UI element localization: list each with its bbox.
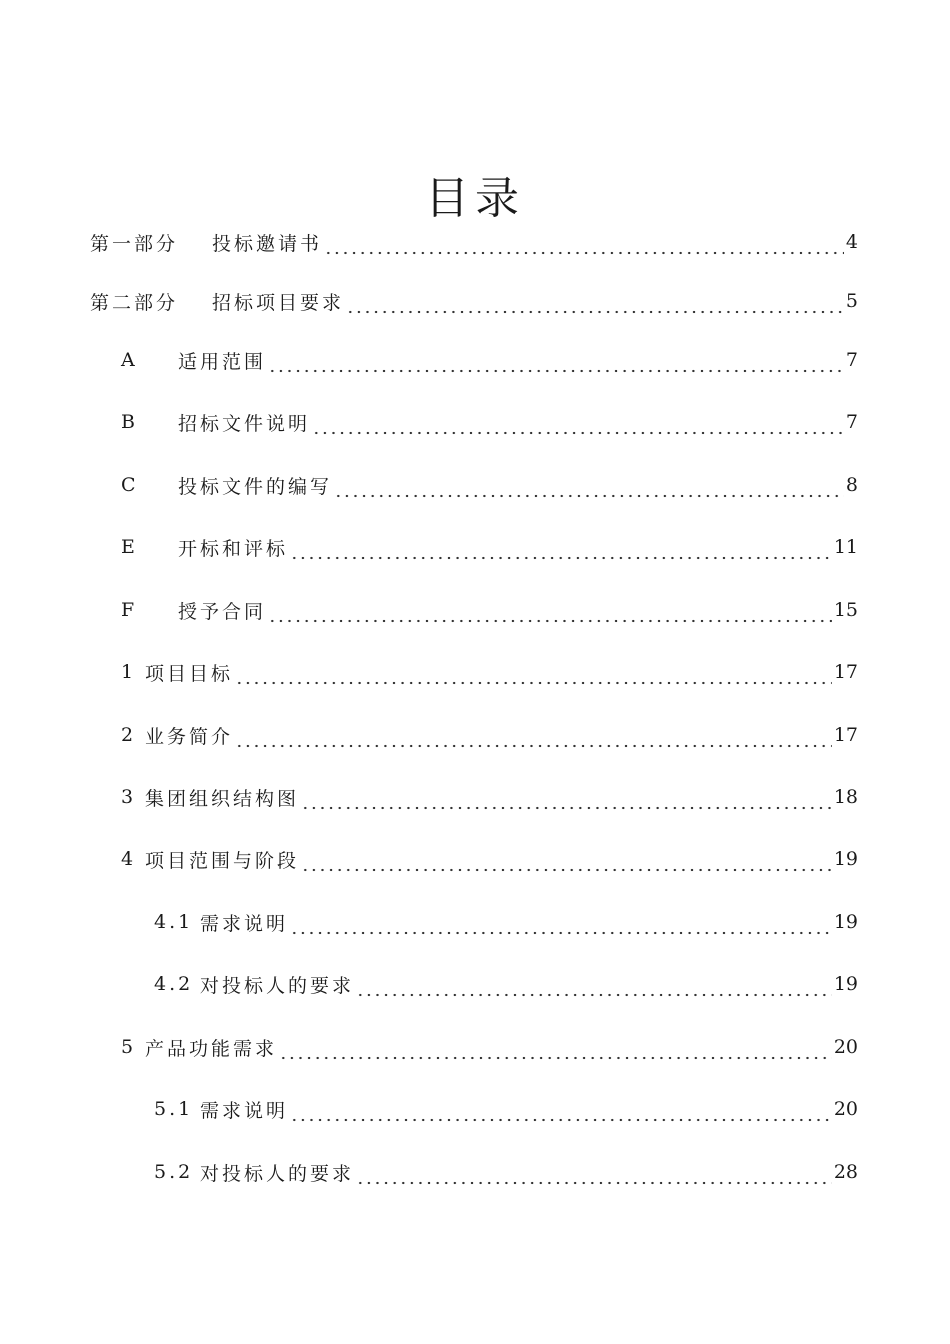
toc-entry-page: 5: [845, 290, 858, 312]
toc-entry-page: 28: [833, 1161, 858, 1183]
toc-entry[interactable]: [121, 641, 858, 703]
toc-dot-leader: [301, 791, 832, 811]
toc-entry-text: 投标文件的编写: [178, 475, 333, 498]
toc-entry-prefix: B: [121, 411, 138, 433]
toc-entry-prefix: C: [121, 474, 139, 496]
toc-entry-prefix: 5: [121, 1036, 137, 1058]
toc-entry-prefix: 4: [121, 848, 137, 870]
toc-dot-leader: [279, 1041, 832, 1061]
toc-entry-prefix: F: [121, 599, 138, 621]
toc-entry-page: 7: [845, 411, 858, 433]
toc-dot-leader: [290, 1103, 832, 1123]
toc-entry-text: 项目目标: [145, 662, 234, 685]
toc-entry-prefix: 4.2: [154, 973, 194, 995]
toc-entry[interactable]: [121, 329, 858, 391]
toc-entry-prefix: 第二部分: [90, 291, 179, 314]
toc-entry-page: 15: [833, 599, 858, 621]
toc-entry-text: 对投标人的要求: [200, 974, 355, 997]
toc-dot-leader: [312, 416, 844, 436]
toc-entry-page: 20: [833, 1036, 858, 1058]
toc-entry[interactable]: [121, 828, 858, 890]
toc-entry-page: 11: [833, 536, 858, 558]
toc-dot-leader: [301, 853, 832, 873]
toc-entry[interactable]: [154, 953, 858, 1015]
toc-entry-prefix: 5.1: [154, 1098, 194, 1120]
toc-entry-text: 适用范围: [178, 350, 267, 373]
toc-entry-page: 7: [845, 349, 858, 371]
toc-entry-text: 项目范围与阶段: [145, 849, 300, 872]
toc-dot-leader: [324, 236, 844, 256]
toc-entry[interactable]: [121, 704, 858, 766]
toc-dot-leader: [235, 666, 832, 686]
toc-entry-prefix: 3: [121, 786, 137, 808]
toc-entry-page: 8: [845, 474, 858, 496]
toc-entry-prefix: 第一部分: [90, 232, 179, 255]
toc-entry-prefix: 2: [121, 724, 137, 746]
toc-entry-text: 授予合同: [178, 600, 267, 623]
toc-dot-leader: [356, 978, 832, 998]
toc-entry-page: 20: [833, 1098, 858, 1120]
toc-entry-text: 开标和评标: [178, 537, 289, 560]
toc-entry[interactable]: [121, 454, 858, 516]
toc-dot-leader: [346, 295, 844, 315]
toc-entry[interactable]: [121, 579, 858, 641]
toc-entry[interactable]: [154, 1141, 858, 1203]
toc-dot-leader: [235, 729, 832, 749]
toc-entry[interactable]: [90, 211, 858, 273]
toc-entry-text: 需求说明: [200, 1099, 289, 1122]
toc-entry-page: 18: [833, 786, 858, 808]
toc-dot-leader: [356, 1166, 832, 1186]
toc-entry-page: 17: [833, 661, 858, 683]
toc-entry-text: 需求说明: [200, 912, 289, 935]
toc-dot-leader: [334, 479, 844, 499]
toc-entry-prefix: E: [121, 536, 138, 558]
toc-entry-text: 招标项目要求: [212, 291, 345, 314]
toc-entry-page: 19: [833, 848, 858, 870]
toc-dot-leader: [268, 604, 832, 624]
toc-entry[interactable]: [154, 891, 858, 953]
toc-entry-text: 集团组织结构图: [145, 787, 300, 810]
toc-entry[interactable]: [121, 1016, 858, 1078]
toc-entry[interactable]: [121, 766, 858, 828]
toc-dot-leader: [290, 541, 832, 561]
toc-entry-page: 17: [833, 724, 858, 746]
toc-title: 目录: [425, 173, 525, 225]
toc-entry-text: 招标文件说明: [178, 412, 311, 435]
toc-entry-page: 19: [833, 911, 858, 933]
toc-entry-text: 投标邀请书: [212, 232, 323, 255]
toc-entry-prefix: 4.1: [154, 911, 194, 933]
toc-entry-prefix: 1: [121, 661, 137, 683]
toc-entry-text: 业务简介: [145, 725, 234, 748]
toc-entry-text: 产品功能需求: [145, 1037, 278, 1060]
toc-dot-leader: [268, 354, 844, 374]
toc-entry-prefix: 5.2: [154, 1161, 194, 1183]
toc-entry-page: 4: [845, 231, 858, 253]
toc-entry[interactable]: [90, 270, 858, 332]
toc-entry-prefix: A: [121, 349, 138, 371]
toc-entry[interactable]: [121, 391, 858, 453]
toc-dot-leader: [290, 916, 832, 936]
toc-entry-page: 19: [833, 973, 858, 995]
toc-entry[interactable]: [154, 1078, 858, 1140]
toc-entry[interactable]: [121, 516, 858, 578]
toc-entry-text: 对投标人的要求: [200, 1162, 355, 1185]
